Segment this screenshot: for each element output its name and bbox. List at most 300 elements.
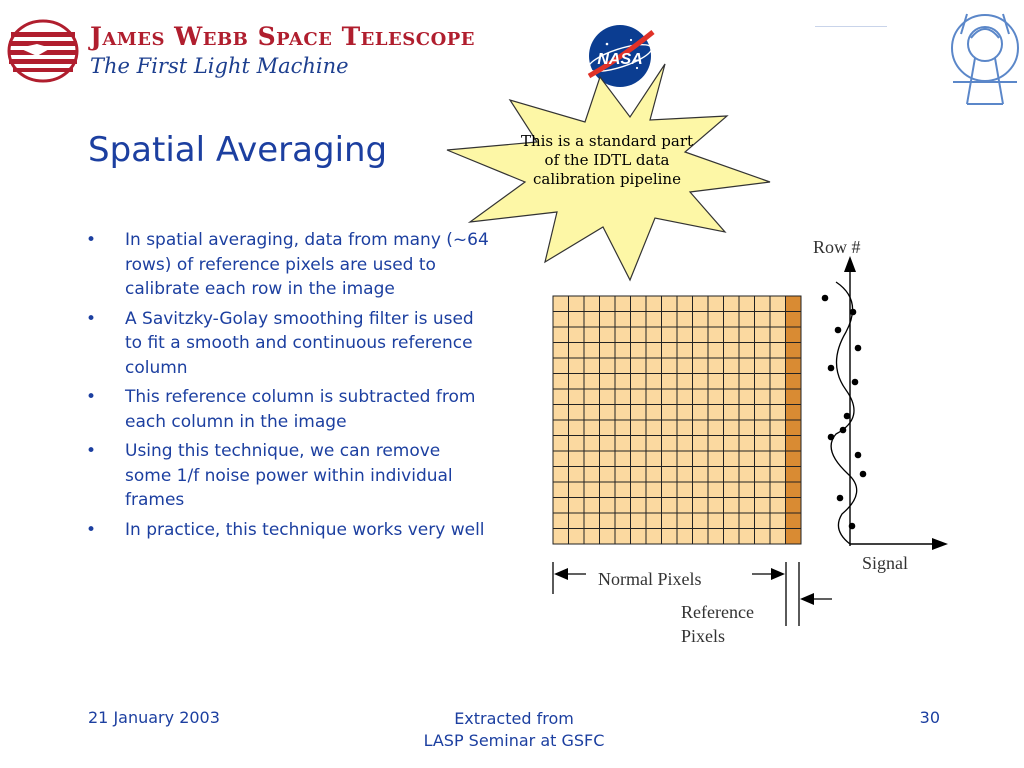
normal-pixel <box>584 451 600 467</box>
normal-pixel <box>569 529 585 545</box>
normal-pixel <box>615 327 631 343</box>
reference-pixel <box>786 312 802 328</box>
normal-pixel <box>693 451 709 467</box>
normal-pixel <box>646 513 662 529</box>
normal-pixel <box>755 529 771 545</box>
normal-pixel <box>662 529 678 545</box>
normal-pixel <box>615 420 631 436</box>
normal-pixel <box>615 529 631 545</box>
reference-pixel <box>786 343 802 359</box>
normal-pixel <box>569 358 585 374</box>
bullet-marker: • <box>86 441 97 461</box>
normal-pixel <box>770 529 786 545</box>
bullet-marker: • <box>86 519 97 540</box>
normal-pixel <box>724 405 740 421</box>
normal-pixel <box>631 467 647 483</box>
normal-pixel <box>708 343 724 359</box>
normal-pixel <box>662 467 678 483</box>
normal-pixel <box>600 343 616 359</box>
normal-pixel <box>708 513 724 529</box>
normal-pixel <box>770 327 786 343</box>
normal-pixel <box>662 482 678 498</box>
normal-pixel <box>755 451 771 467</box>
normal-pixel <box>631 513 647 529</box>
normal-pixel <box>724 482 740 498</box>
normal-pixel <box>600 482 616 498</box>
normal-pixel <box>569 498 585 514</box>
normal-pixel <box>646 312 662 328</box>
bullet-text: In spatial averaging, data from many (~64 rows) of reference pixels are used to calibrate each row in the image <box>125 230 489 299</box>
bullet-text: Using this technique, we can remove some 1/f noise power within individual frames <box>125 441 453 510</box>
normal-pixel <box>739 343 755 359</box>
normal-pixel <box>631 529 647 545</box>
normal-pixel <box>615 498 631 514</box>
normal-pixel <box>708 529 724 545</box>
normal-pixel <box>693 482 709 498</box>
normal-pixel <box>646 389 662 405</box>
normal-pixel <box>662 312 678 328</box>
sample-point <box>855 452 862 459</box>
normal-pixel <box>646 343 662 359</box>
header-subtitle: The First Light Machine <box>90 54 349 78</box>
normal-pixel <box>662 498 678 514</box>
normal-pixel <box>646 374 662 390</box>
normal-pixel <box>662 436 678 452</box>
normal-pixel <box>693 296 709 312</box>
normal-pixel <box>584 436 600 452</box>
reference-pixel <box>786 529 802 545</box>
normal-pixel <box>569 513 585 529</box>
normal-pixel <box>693 405 709 421</box>
bullet-item <box>86 518 491 543</box>
normal-pixel <box>677 529 693 545</box>
normal-pixel <box>770 296 786 312</box>
normal-pixel <box>770 513 786 529</box>
bullet-item <box>86 307 491 381</box>
normal-pixel <box>600 389 616 405</box>
normal-pixel <box>724 312 740 328</box>
sample-point <box>855 345 862 352</box>
normal-pixel <box>724 498 740 514</box>
normal-pixel <box>569 343 585 359</box>
normal-pixel <box>553 513 569 529</box>
normal-pixel <box>677 405 693 421</box>
sample-point <box>852 379 859 386</box>
normal-pixel <box>724 358 740 374</box>
header-title: James Webb Space Telescope <box>90 22 476 51</box>
normal-pixel <box>615 513 631 529</box>
normal-pixel <box>739 389 755 405</box>
nasa-logo-text: NASA <box>597 51 643 68</box>
normal-pixel <box>631 327 647 343</box>
signal-axis-arrowhead <box>932 538 948 550</box>
normal-pixel <box>646 482 662 498</box>
normal-pixel <box>770 358 786 374</box>
normal-pixel <box>553 467 569 483</box>
normal-pixel <box>708 405 724 421</box>
normal-pixel <box>693 343 709 359</box>
normal-pixel <box>569 420 585 436</box>
normal-pixel <box>708 482 724 498</box>
normal-pixel <box>553 451 569 467</box>
sample-point <box>835 327 842 334</box>
normal-pixel <box>553 389 569 405</box>
normal-pixel <box>724 296 740 312</box>
normal-pixel <box>553 420 569 436</box>
normal-pixel <box>693 374 709 390</box>
normal-pixel <box>646 327 662 343</box>
reference-pixel <box>786 358 802 374</box>
normal-pixel <box>693 436 709 452</box>
arrowhead-reference <box>800 593 814 605</box>
normal-pixel <box>755 498 771 514</box>
normal-pixel <box>584 389 600 405</box>
normal-pixel <box>677 451 693 467</box>
normal-pixel <box>569 327 585 343</box>
sample-point <box>837 495 844 502</box>
reference-samples <box>822 295 867 530</box>
normal-pixel <box>584 374 600 390</box>
reference-pixel-diagram <box>540 230 960 655</box>
arrowhead-right <box>771 568 785 580</box>
normal-pixel <box>693 513 709 529</box>
normal-pixel <box>569 389 585 405</box>
normal-pixel <box>600 529 616 545</box>
normal-pixel <box>770 389 786 405</box>
sample-point <box>822 295 829 302</box>
normal-pixel <box>693 358 709 374</box>
sample-point <box>828 434 835 441</box>
normal-pixel <box>584 327 600 343</box>
reference-pixel <box>786 327 802 343</box>
normal-pixel <box>770 420 786 436</box>
normal-pixel <box>755 296 771 312</box>
normal-pixel <box>662 451 678 467</box>
normal-pixel <box>553 296 569 312</box>
normal-pixel <box>631 374 647 390</box>
normal-pixel <box>755 358 771 374</box>
normal-pixel <box>724 467 740 483</box>
normal-pixel <box>553 529 569 545</box>
normal-pixel <box>646 467 662 483</box>
normal-pixels-label: Normal Pixels <box>598 569 702 589</box>
normal-pixel <box>662 389 678 405</box>
normal-pixel <box>631 420 647 436</box>
normal-pixel <box>739 405 755 421</box>
normal-pixel <box>631 436 647 452</box>
normal-pixel <box>739 358 755 374</box>
normal-pixel <box>739 374 755 390</box>
normal-pixel <box>569 374 585 390</box>
normal-pixel <box>739 451 755 467</box>
reference-pixel <box>786 405 802 421</box>
normal-pixel <box>553 436 569 452</box>
normal-pixel <box>770 451 786 467</box>
bullet-text: A Savitzky-Golay smoothing filter is used to fit a smooth and continuous reference column <box>125 308 474 378</box>
normal-pixel <box>739 482 755 498</box>
normal-pixel <box>724 513 740 529</box>
arrowhead-left <box>554 568 568 580</box>
normal-pixel <box>584 312 600 328</box>
normal-pixel <box>584 529 600 545</box>
normal-pixel <box>631 498 647 514</box>
normal-pixel <box>600 374 616 390</box>
normal-pixel <box>739 498 755 514</box>
normal-pixel <box>755 327 771 343</box>
reference-pixel <box>786 482 802 498</box>
normal-pixel <box>569 436 585 452</box>
bullet-item <box>86 439 491 513</box>
normal-pixel <box>739 467 755 483</box>
bullet-marker: • <box>86 308 97 329</box>
normal-pixel <box>755 436 771 452</box>
normal-pixel <box>600 451 616 467</box>
normal-pixel <box>708 451 724 467</box>
normal-pixel <box>755 405 771 421</box>
sample-point <box>860 471 867 478</box>
telescope-logo <box>947 4 1021 108</box>
slide-title: Spatial Averaging <box>88 130 388 170</box>
normal-pixel <box>739 296 755 312</box>
normal-pixel <box>569 482 585 498</box>
normal-pixel <box>677 467 693 483</box>
reference-pixel <box>786 374 802 390</box>
normal-pixel <box>600 498 616 514</box>
normal-pixel <box>662 405 678 421</box>
sample-point <box>828 365 835 372</box>
header-rule <box>815 26 887 27</box>
normal-pixel <box>677 358 693 374</box>
normal-pixel <box>569 296 585 312</box>
normal-pixel <box>553 498 569 514</box>
normal-pixel <box>724 389 740 405</box>
normal-pixel <box>677 482 693 498</box>
normal-pixel <box>553 312 569 328</box>
normal-pixel <box>724 327 740 343</box>
normal-pixel <box>631 343 647 359</box>
normal-pixel <box>553 405 569 421</box>
smoothed-reference-curve <box>831 282 857 544</box>
normal-pixel <box>755 482 771 498</box>
normal-pixel <box>755 343 771 359</box>
normal-pixel <box>646 529 662 545</box>
normal-pixel <box>615 312 631 328</box>
normal-pixel <box>708 327 724 343</box>
normal-pixel <box>584 498 600 514</box>
normal-pixel <box>693 312 709 328</box>
normal-pixel <box>600 436 616 452</box>
normal-pixel <box>693 327 709 343</box>
bullet-item <box>86 228 491 302</box>
normal-pixel <box>724 420 740 436</box>
bullet-marker: • <box>86 230 97 250</box>
normal-pixel <box>646 420 662 436</box>
normal-pixel <box>770 374 786 390</box>
normal-pixel <box>677 498 693 514</box>
normal-pixel <box>724 451 740 467</box>
reference-pixels-label: Reference <box>681 602 754 622</box>
normal-pixel <box>677 327 693 343</box>
normal-pixel <box>646 405 662 421</box>
normal-pixel <box>584 405 600 421</box>
normal-pixel <box>584 482 600 498</box>
normal-pixel <box>646 498 662 514</box>
normal-pixel <box>677 420 693 436</box>
normal-pixel <box>631 312 647 328</box>
normal-pixel <box>677 296 693 312</box>
signal-axis-label: Signal <box>862 553 909 573</box>
normal-pixel <box>631 358 647 374</box>
normal-pixel <box>600 467 616 483</box>
normal-pixel <box>770 498 786 514</box>
sample-point <box>840 427 847 434</box>
reference-pixel <box>786 513 802 529</box>
normal-pixel <box>693 529 709 545</box>
sample-point <box>850 309 857 316</box>
normal-pixel <box>693 389 709 405</box>
bullet-list <box>86 228 491 547</box>
normal-pixel <box>584 358 600 374</box>
normal-pixel <box>646 358 662 374</box>
normal-pixel <box>693 498 709 514</box>
normal-pixel <box>708 467 724 483</box>
normal-pixel <box>677 374 693 390</box>
normal-pixel <box>553 343 569 359</box>
normal-pixel <box>739 513 755 529</box>
normal-pixel <box>600 513 616 529</box>
normal-pixel <box>755 312 771 328</box>
normal-pixel <box>646 451 662 467</box>
reference-pixel <box>786 451 802 467</box>
normal-pixel <box>584 343 600 359</box>
normal-pixel <box>631 451 647 467</box>
normal-pixel <box>569 467 585 483</box>
reference-pixel <box>786 498 802 514</box>
normal-pixel <box>662 327 678 343</box>
sample-point <box>844 413 851 420</box>
normal-pixel <box>755 374 771 390</box>
normal-pixel <box>646 296 662 312</box>
normal-pixel <box>584 513 600 529</box>
sample-point <box>849 523 856 530</box>
page-number: 30 <box>919 708 940 727</box>
bullet-text: This reference column is subtracted from each column in the image <box>125 387 476 432</box>
normal-pixel <box>615 467 631 483</box>
reference-pixel <box>786 467 802 483</box>
normal-pixel <box>553 327 569 343</box>
normal-pixel <box>739 327 755 343</box>
normal-pixel <box>631 482 647 498</box>
normal-pixel <box>708 296 724 312</box>
normal-pixel <box>677 389 693 405</box>
normal-pixel <box>739 529 755 545</box>
normal-pixel <box>739 312 755 328</box>
reference-pixel <box>786 296 802 312</box>
normal-pixel <box>708 312 724 328</box>
footer-source-line1: Extracted from <box>454 709 574 728</box>
normal-pixel <box>708 389 724 405</box>
normal-pixel <box>600 312 616 328</box>
normal-pixel <box>724 343 740 359</box>
normal-pixel <box>770 312 786 328</box>
normal-pixel <box>584 296 600 312</box>
normal-pixel <box>662 343 678 359</box>
footer-source <box>394 708 634 752</box>
normal-pixel <box>615 343 631 359</box>
bullet-marker: • <box>86 387 97 407</box>
reference-pixel <box>786 436 802 452</box>
normal-pixel <box>770 482 786 498</box>
normal-pixel <box>615 358 631 374</box>
normal-pixel <box>631 405 647 421</box>
normal-pixel <box>677 436 693 452</box>
normal-pixel <box>569 312 585 328</box>
normal-pixel <box>615 296 631 312</box>
normal-pixel <box>755 467 771 483</box>
normal-pixel <box>553 358 569 374</box>
normal-pixel <box>631 389 647 405</box>
normal-pixel <box>724 374 740 390</box>
normal-pixel <box>662 296 678 312</box>
normal-pixel <box>600 327 616 343</box>
normal-pixel <box>770 405 786 421</box>
normal-pixel <box>693 420 709 436</box>
normal-pixel <box>662 374 678 390</box>
bullet-text: In practice, this technique works very well <box>125 519 485 540</box>
reference-pixel <box>786 420 802 436</box>
normal-pixel <box>708 420 724 436</box>
normal-pixel <box>770 343 786 359</box>
normal-pixel <box>662 513 678 529</box>
normal-pixel <box>569 405 585 421</box>
normal-pixel <box>584 420 600 436</box>
normal-pixel <box>677 343 693 359</box>
normal-pixel <box>755 420 771 436</box>
normal-pixel <box>770 467 786 483</box>
normal-pixel <box>600 358 616 374</box>
normal-pixel <box>739 436 755 452</box>
normal-pixel <box>631 296 647 312</box>
normal-pixel <box>708 436 724 452</box>
pixel-grid <box>553 296 801 544</box>
normal-pixel <box>615 405 631 421</box>
normal-pixel <box>662 358 678 374</box>
normal-pixel <box>708 374 724 390</box>
normal-pixel <box>569 451 585 467</box>
normal-pixel <box>646 436 662 452</box>
jwst-mission-logo <box>5 18 81 84</box>
normal-pixel <box>708 358 724 374</box>
normal-pixel <box>677 513 693 529</box>
normal-pixel <box>662 420 678 436</box>
callout-text: This is a standard part of the IDTL data calibration pipeline <box>520 132 694 188</box>
bullet-item <box>86 385 491 434</box>
row-axis-arrowhead <box>844 256 856 272</box>
normal-pixel <box>708 498 724 514</box>
normal-pixel <box>600 405 616 421</box>
normal-pixel <box>615 451 631 467</box>
normal-pixel <box>600 420 616 436</box>
normal-pixel <box>770 436 786 452</box>
normal-pixel <box>615 374 631 390</box>
normal-pixel <box>724 436 740 452</box>
normal-pixel <box>584 467 600 483</box>
normal-pixel <box>739 420 755 436</box>
reference-pixel <box>786 389 802 405</box>
normal-pixel <box>615 482 631 498</box>
footer-date: 21 January 2003 <box>88 708 220 727</box>
normal-pixel <box>553 482 569 498</box>
